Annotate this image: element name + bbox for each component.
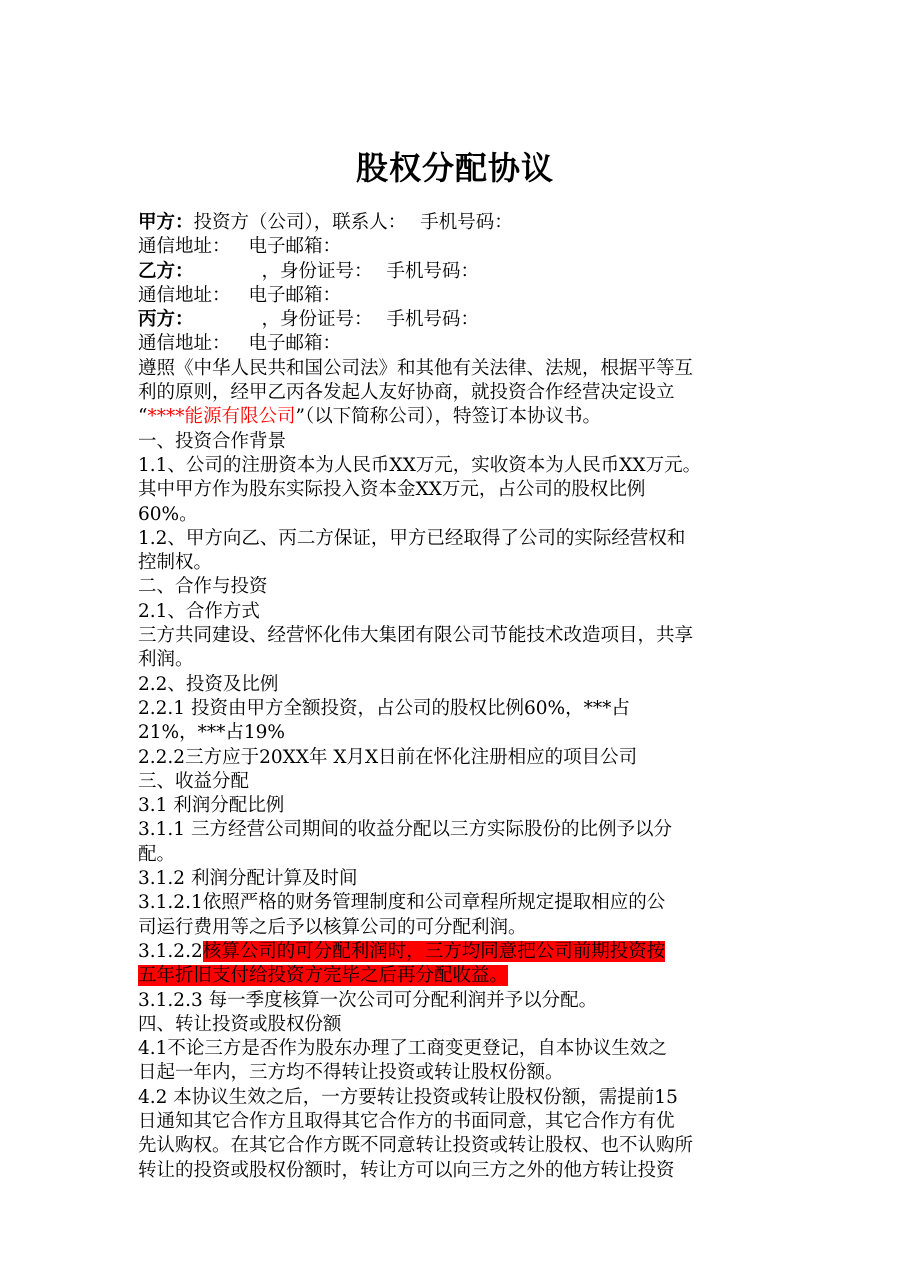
- page-title: 股权分配协议: [355, 149, 554, 187]
- clause-4-1-line-1: 4.1不论三方是否作为股东办理了工商变更登记，自本协议生效之: [138, 1038, 667, 1060]
- clause-4-2-line-2: 日通知其它合作方且取得其它合作方的书面同意，其它合作方有优: [138, 1110, 675, 1132]
- clause-3-1-2-2-line-2: [138, 964, 778, 988]
- clause-3-1-2-1-line-1: 3.1.2.1依照严格的财务管理制度和公司章程所规定提取相应的公: [138, 892, 666, 914]
- party-b-email: 电子邮箱：: [248, 284, 342, 306]
- company-name: ****能源有限公司: [147, 406, 296, 428]
- party-b-address: 通信地址：: [138, 284, 231, 306]
- clause-2-1: 2.1、合作方式: [138, 600, 260, 622]
- clause-2-2: 2.2、投资及比例: [138, 673, 279, 695]
- clause-4-2-line-3: 先认购权。在其它合作方既不同意转让投资或转让股权、也不认购所: [138, 1135, 694, 1157]
- highlighted-text: 五年折旧支付给投资方完毕之后再分配收益。: [138, 965, 509, 987]
- intro-line-2: 利的原则，经甲乙丙各发起人友好协商，就投资合作经营决定设立: [138, 382, 675, 404]
- clause-2-2-2: 2.2.2三方应于20XX年 X月X日前在怀化注册相应的项目公司: [138, 746, 638, 768]
- clause-3-1-2-3: 3.1.2.3 每一季度核算一次公司可分配利润并予以分配。: [138, 989, 598, 1011]
- clause-2-1-line-2: 利润。: [138, 649, 194, 671]
- clause-3-1: 3.1 利润分配比例: [138, 795, 285, 817]
- clause-2-1-line-1: 三方共同建设、经营怀化伟大集团有限公司节能技术改造项目，共享: [138, 625, 694, 647]
- party-a-phone: 手机号码：: [420, 212, 513, 233]
- party-c-text: ，身份证号：: [261, 309, 373, 331]
- party-b-text: ，身份证号：: [261, 260, 373, 282]
- intro-line-3: [138, 405, 778, 429]
- clause-1-1-line-1: 1.1、公司的注册资本为人民币XX万元，实收资本为人民币XX万元。: [138, 454, 702, 476]
- party-a-email: 电子邮箱：: [248, 236, 342, 258]
- clause-2-2-1-line-2: 21%，***占19%: [138, 722, 285, 744]
- clause-1-1-line-2: 其中甲方作为股东实际投入资本金XX万元，占公司的股权比例: [138, 479, 646, 501]
- section-heading-4: 四、转让投资或股权份额: [138, 1013, 342, 1035]
- section-heading-2: 二、合作与投资: [138, 576, 268, 598]
- clause-3-1-1-line-2: 配。: [138, 843, 176, 865]
- party-b-line: [138, 260, 778, 284]
- clause-4-2-line-4: 转让的投资或股权份额时，转让方可以向三方之外的他方转让投资: [138, 1159, 675, 1181]
- party-c-email: 电子邮箱：: [248, 333, 342, 355]
- clause-3-1-2: 3.1.2 利润分配计算及时间: [138, 868, 358, 890]
- party-c-phone: 手机号码：: [386, 309, 480, 331]
- document-body: [138, 211, 778, 1183]
- intro-line-1: 遵照《中华人民共和国公司法》和其他有关法律、法规，根据平等互: [138, 357, 694, 379]
- clause-3-1-2-2-number: 3.1.2.2: [138, 940, 203, 962]
- clause-3-1-2-2-line-1: [138, 940, 778, 964]
- party-c-line: [138, 308, 778, 332]
- clause-3-1-1-line-1: 3.1.1 三方经营公司期间的收益分配以三方实际股份的比例予以分: [138, 819, 672, 841]
- party-a-text: 投资方（公司），联系人：: [193, 212, 407, 233]
- party-c-label: 丙方：: [138, 309, 194, 331]
- intro-quote-open: “: [138, 406, 148, 428]
- party-a-contact-line: [138, 235, 778, 259]
- clause-1-2-line-1: 1.2、甲方向乙、丙二方保证，甲方已经取得了公司的实际经营权和: [138, 527, 686, 549]
- clause-3-1-2-1-line-2: 司运行费用等之后予以核算公司的可分配利润。: [138, 916, 527, 938]
- section-heading-1: 一、投资合作背景: [138, 430, 287, 452]
- clause-1-1-line-3: 60%。: [138, 503, 198, 525]
- party-b-contact-line: [138, 284, 778, 308]
- party-a-line: [138, 211, 778, 235]
- highlighted-text: 核算公司的可分配利润时，三方均同意把公司前期投资按: [202, 940, 666, 962]
- party-c-contact-line: [138, 332, 778, 356]
- party-b-phone: 手机号码：: [386, 260, 480, 282]
- clause-4-1-line-2: 日起一年内，三方均不得转让投资或转让股权份额。: [138, 1062, 564, 1084]
- section-heading-3: 三、收益分配: [138, 770, 250, 792]
- clause-1-2-line-2: 控制权。: [138, 552, 213, 574]
- intro-quote-close: ”（以下简称公司），特签订本协议书。: [295, 406, 601, 428]
- party-c-address: 通信地址：: [138, 333, 231, 355]
- party-a-address: 通信地址：: [138, 236, 231, 258]
- party-a-label: 甲方：: [138, 212, 194, 233]
- party-b-label: 乙方：: [138, 260, 194, 282]
- clause-2-2-1-line-1: 2.2.1 投资由甲方全额投资，占公司的股权比例60%，***占: [138, 697, 630, 719]
- clause-4-2-line-1: 4.2 本协议生效之后，一方要转让投资或转让股权份额，需提前15: [138, 1086, 678, 1108]
